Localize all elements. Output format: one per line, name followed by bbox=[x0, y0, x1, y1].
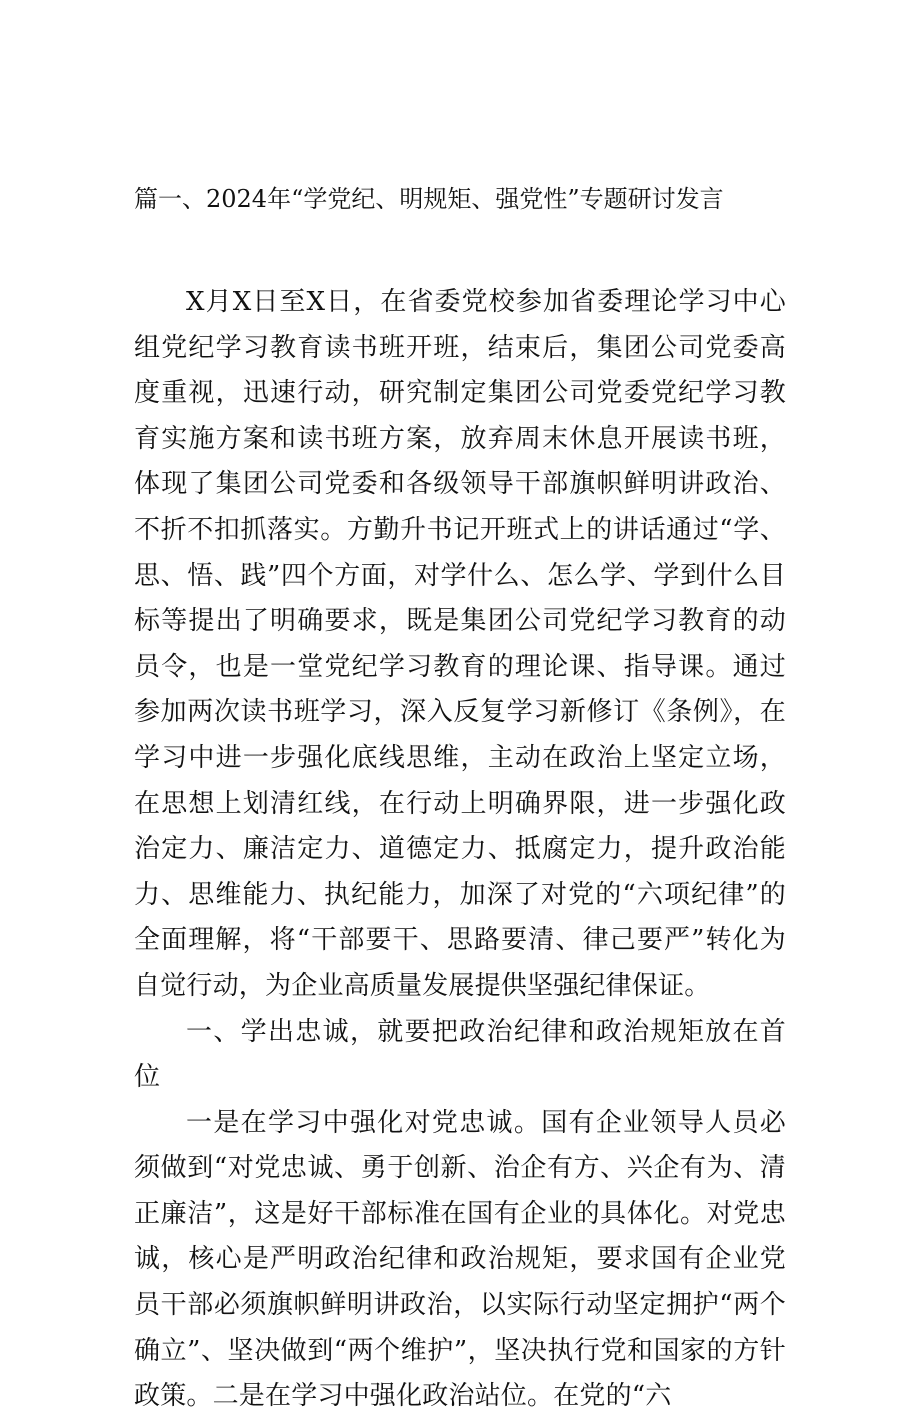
document-title: 篇一、2024年“学党纪、明规矩、强党性”专题研讨发言 bbox=[134, 185, 724, 213]
paragraph-intro: X月X日至X日，在省委党校参加省委理论学习中心组党纪学习教育读书班开班，结束后，集团公司党委高度重视，迅速行动，研究制定集团公司党委党纪学习教育实施方案和读书班方案，放弃周末休息开展读书班，体现了集团公司党委和各级领导干部旗帜鲜明讲政治、不折不扣抓落实。方勤升书记开班式上的讲话通过“学、思、悟、践”四个方面，对学什么、怎么学、学到什么目标等提出了明确要求，既是集团公司党纪学习教育的动员令，也是一堂党纪学习教育的理论课、指导课。通过参加两次读书班学习，深入反复学习新修订《条例》，在学习中进一步强化底线思维，主动在政治上坚定立场，在思想上划清红线，在行动上明确界限，进一步强化政治定力、廉洁定力、道德定力、抵腐定力，提升政治能力、思维能力、执纪能力，加深了对党的“六项纪律”的全面理解，将“干部要干、思路要清、律己要严”转化为自觉行动，为企业高质量发展提供坚强纪律保证。 bbox=[134, 287, 786, 1001]
document-body bbox=[134, 280, 786, 1420]
paragraph-section-1: 一是在学习中强化对党忠诚。国有企业领导人员必须做到“对党忠诚、勇于创新、治企有方、兴企有为、清正廉洁”，这是好干部标准在国有企业的具体化。对党忠诚，核心是严明政治纪律和政治规矩，要求国有企业党员干部必须旗帜鲜明讲政治，以实际行动坚定拥护“两个确立”、坚决做到“两个维护”，坚决执行党和国家的方针政策。二是在学习中强化政治站位。在党的“六 bbox=[134, 1107, 786, 1412]
section-heading-1: 一、学出忠诚，就要把政治纪律和政治规矩放在首位 bbox=[134, 1016, 786, 1093]
